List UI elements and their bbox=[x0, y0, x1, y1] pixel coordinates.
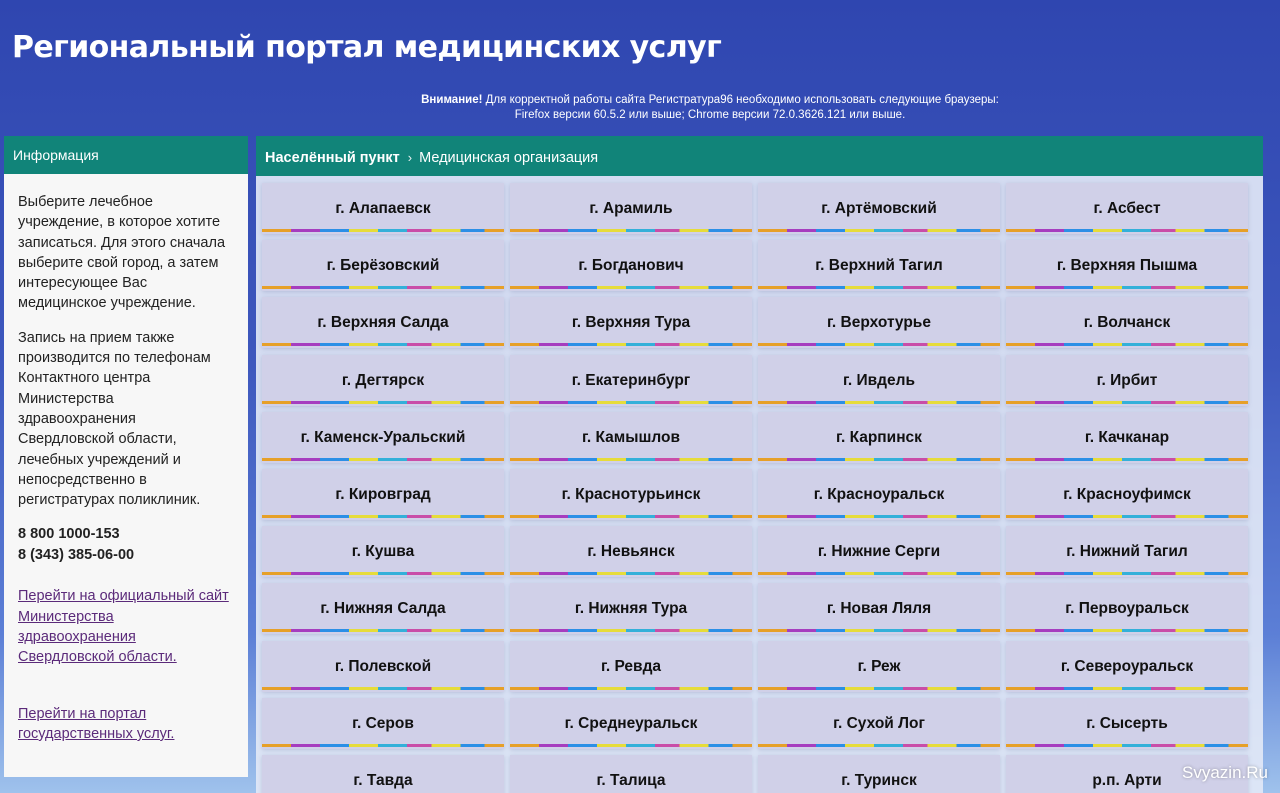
city-button[interactable]: г. Верхний Тагил bbox=[758, 240, 1000, 291]
city-button[interactable]: г. Реж bbox=[758, 641, 1000, 692]
city-button[interactable]: г. Асбест bbox=[1006, 183, 1248, 234]
city-button[interactable]: г. Новая Ляля bbox=[758, 583, 1000, 634]
city-selection-panel bbox=[256, 136, 1263, 793]
city-button[interactable]: г. Тавда bbox=[262, 755, 504, 793]
city-button[interactable]: г. Нижняя Тура bbox=[510, 583, 752, 634]
city-button[interactable]: г. Среднеуральск bbox=[510, 698, 752, 749]
city-button[interactable]: г. Екатеринбург bbox=[510, 355, 752, 406]
sidebar-body bbox=[4, 174, 248, 744]
gosuslugi-portal-link[interactable]: Перейти на портал государственных услуг. bbox=[18, 705, 175, 742]
city-button[interactable]: г. Верхняя Пышма bbox=[1006, 240, 1248, 291]
sidebar-instructions: Выберите лечебное учреждение, в которое хотите записаться. Для этого сначала выберите свой город, а затем интересующее Вас медицинское учреждение. bbox=[18, 194, 226, 312]
chevron-right-icon: › bbox=[407, 150, 413, 165]
notice-warning-label: Внимание! bbox=[421, 94, 483, 106]
city-button[interactable]: г. Сысерть bbox=[1006, 698, 1248, 749]
city-button[interactable]: г. Краснотурьинск bbox=[510, 469, 752, 520]
ministry-site-link[interactable]: Перейти на официальный сайт Министерства здравоохранения Свердловской области. bbox=[18, 588, 229, 666]
city-button[interactable]: г. Ирбит bbox=[1006, 355, 1248, 406]
city-button[interactable]: г. Красноуральск bbox=[758, 469, 1000, 520]
notice-text: Для корректной работы сайта Регистратура96 необходимо использовать следующие браузеры: bbox=[482, 94, 999, 106]
city-button[interactable]: г. Волчанск bbox=[1006, 297, 1248, 348]
city-button[interactable]: г. Верхотурье bbox=[758, 297, 1000, 348]
city-button[interactable]: г. Североуральск bbox=[1006, 641, 1248, 692]
phone-contact-center: 8 (343) 385-06-00 bbox=[18, 547, 135, 564]
city-button[interactable]: г. Кировград bbox=[262, 469, 504, 520]
city-button[interactable]: г. Серов bbox=[262, 698, 504, 749]
city-button[interactable]: г. Верхняя Салда bbox=[262, 297, 504, 348]
page-title: Региональный портал медицинских услуг bbox=[12, 30, 722, 65]
city-button[interactable]: г. Верхняя Тура bbox=[510, 297, 752, 348]
city-button[interactable]: г. Берёзовский bbox=[262, 240, 504, 291]
city-button[interactable]: г. Каменск-Уральский bbox=[262, 412, 504, 463]
notice-browsers: Firefox версии 60.5.2 или выше; Chrome версии 72.0.3626.121 или выше. bbox=[514, 109, 906, 121]
city-button[interactable]: г. Первоуральск bbox=[1006, 583, 1248, 634]
city-button[interactable]: г. Кушва bbox=[262, 526, 504, 577]
city-button[interactable]: г. Артёмовский bbox=[758, 183, 1000, 234]
breadcrumb-medical-organization: Медицинская организация bbox=[419, 150, 599, 166]
city-button[interactable]: г. Туринск bbox=[758, 755, 1000, 793]
phone-numbers bbox=[18, 524, 234, 566]
sidebar-contact-info: Запись на прием также производится по телефонам Контактного центра Министерства здравоохранения Свердловской области, лечебных учреждений и непосредственно в регистратурах поликлиник. bbox=[18, 329, 211, 509]
city-button[interactable]: г. Ревда bbox=[510, 641, 752, 692]
city-button[interactable]: г. Нижняя Салда bbox=[262, 583, 504, 634]
breadcrumb bbox=[256, 136, 1263, 176]
city-button[interactable]: г. Арамиль bbox=[510, 183, 752, 234]
city-grid bbox=[262, 183, 1248, 793]
city-button[interactable]: г. Нижние Серги bbox=[758, 526, 1000, 577]
city-button[interactable]: г. Нижний Тагил bbox=[1006, 526, 1248, 577]
browser-notice bbox=[330, 93, 1090, 123]
phone-hotline: 8 800 1000-153 bbox=[18, 526, 120, 543]
city-button[interactable]: г. Качканар bbox=[1006, 412, 1248, 463]
city-button[interactable]: г. Камышлов bbox=[510, 412, 752, 463]
city-button[interactable]: г. Алапаевск bbox=[262, 183, 504, 234]
breadcrumb-settlement[interactable]: Населённый пункт bbox=[265, 150, 400, 166]
watermark: Svyazin.Ru bbox=[1182, 763, 1268, 782]
city-button[interactable]: г. Сухой Лог bbox=[758, 698, 1000, 749]
city-button[interactable]: г. Богданович bbox=[510, 240, 752, 291]
city-button[interactable]: г. Невьянск bbox=[510, 526, 752, 577]
city-button[interactable]: р.п. Арти bbox=[1006, 755, 1248, 793]
city-button[interactable]: г. Красноуфимск bbox=[1006, 469, 1248, 520]
sidebar-title: Информация bbox=[4, 136, 248, 174]
city-button[interactable]: г. Ивдель bbox=[758, 355, 1000, 406]
city-button[interactable]: г. Талица bbox=[510, 755, 752, 793]
info-sidebar bbox=[4, 136, 248, 777]
city-button[interactable]: г. Карпинск bbox=[758, 412, 1000, 463]
city-button[interactable]: г. Полевской bbox=[262, 641, 504, 692]
city-button[interactable]: г. Дегтярск bbox=[262, 355, 504, 406]
